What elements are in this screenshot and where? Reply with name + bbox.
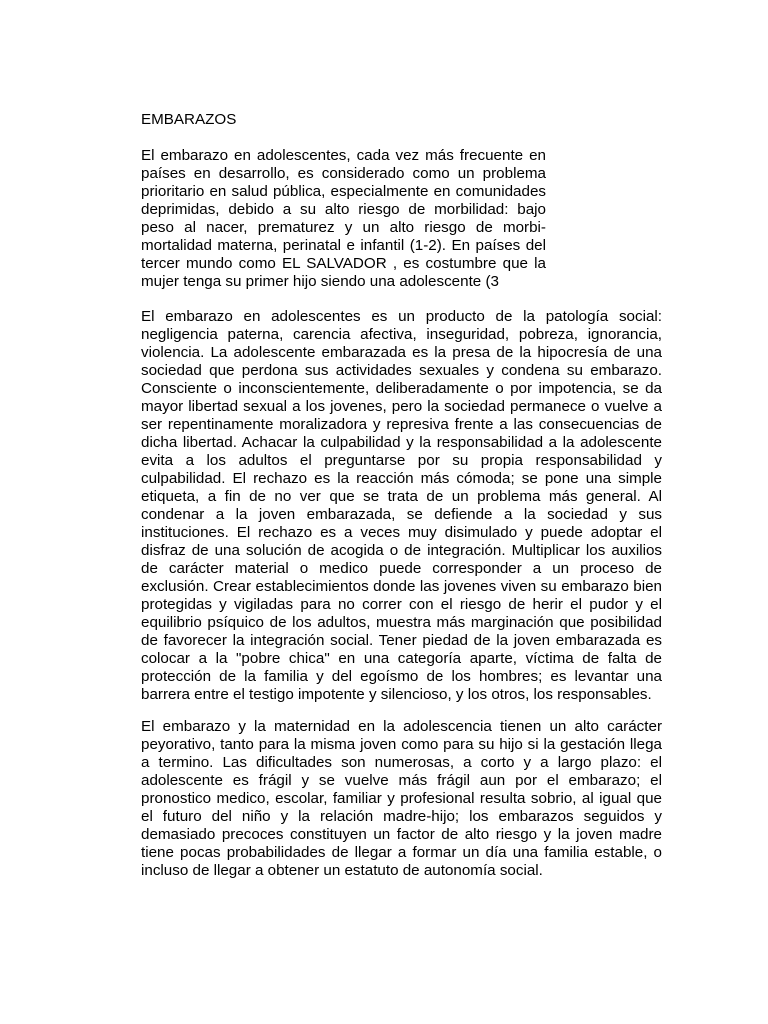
- paragraph-social-pathology: El embarazo en adolescentes es un producto de la patología social: negligencia paterna, carencia afectiva, inseguridad, pobreza, ignorancia, violencia. La adolescente embarazada es la presa de la hipocresía de una sociedad que perdona sus actividades sexuales y condena su embarazo. Consciente o inconscientemente, deliberadamente o por impotencia, se da mayor libertad sexual a los jovenes, pero la sociedad permanece o vuelve a ser repentinamente moralizadora y represiva frente a las consecuencias de dicha libertad. Achacar la culpabilidad y la responsabilidad a la adolescente evita a los adultos el preguntarse por su propia responsabilidad y culpabilidad. El rechazo es la reacción más cómoda; se pone una simple etiqueta, a fin de no ver que se trata de un problema más general. Al condenar a la joven embarazada, se defiende a la sociedad y sus instituciones. El rechazo es a veces muy disimulado y puede adoptar el disfraz de una solución de acogida o de integración. Multiplicar los auxilios de carácter material o medico puede corresponder a un proceso de exclusión. Crear establecimientos donde las jovenes viven su embarazo bien protegidas y vigiladas para no correr con el riesgo de herir el pudor y el equilibrio psíquico de los adultos, muestra más marginación que posibilidad de favorecer la integración social. Tener piedad de la joven embarazada es colocar a la "pobre chica" en una categoría aparte, víctima de falta de protección de la familia y del egoísmo de los hombres; es levantar una barrera entre el testigo impotente y silencioso, y los otros, los responsables.: [141, 308, 662, 703]
- paragraph-intro: El embarazo en adolescentes, cada vez más frecuente en países en desarrollo, es considerado como un problema prioritario en salud pública, especialmente en comunidades deprimidas, debido a su alto riesgo de morbilidad: bajo peso al nacer, prematurez y un alto riesgo de morbi-mortalidad materna, perinatal e infantil (1-2). En países del tercer mundo como EL SALVADOR , es costumbre que la mujer tenga su primer hijo siendo una adolescente (3: [141, 147, 546, 290]
- document-title: EMBARAZOS: [141, 111, 237, 128]
- paragraph-maternity: El embarazo y la maternidad en la adolescencia tienen un alto carácter peyorativo, tanto para la misma joven como para su hijo si la gestación llega a termino. Las dificultades son numerosas, a corto y a largo plazo: el adolescente es frágil y se vuelve más frágil aun por el embarazo; el pronostico medico, escolar, familiar y profesional resulta sobrio, al igual que el futuro del niño y la relación madre-hijo; los embarazos seguidos y demasiado precoces constituyen un factor de alto riesgo y la joven madre tiene pocas probabilidades de llegar a formar un día una familia estable, o incluso de llegar a obtener un estatuto de autonomía social.: [141, 718, 662, 879]
